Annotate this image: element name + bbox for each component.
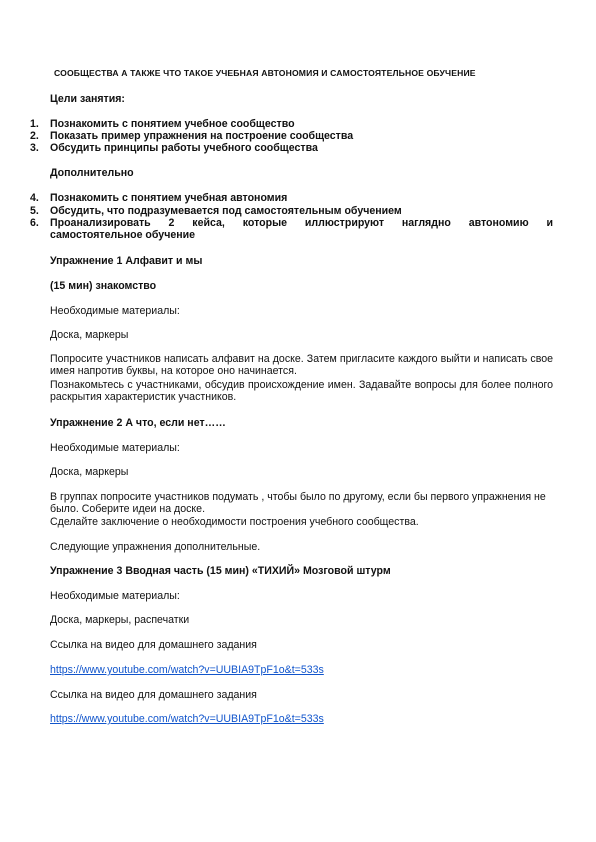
exercise-2-bullet-2: Сделайте заключение о необходимости построения учебного сообщества. <box>50 516 419 528</box>
exercise-1-subtitle: (15 мин) знакомство <box>50 280 157 292</box>
exercise-1-title: Упражнение 1 Алфавит и мы <box>50 255 203 267</box>
extra-number-4: 4. <box>30 192 39 204</box>
goal-number-3: 3. <box>30 142 39 154</box>
video-label-2: Ссылка на видео для домашнего задания <box>50 689 257 701</box>
exercise-1-bullet-2: Познакомьтесь с участниками, обсудив происхождение имен. Задавайте вопросы для более полного раскрытия характеристик участников. <box>50 379 553 403</box>
exercise-2-bullet-1: В группах попросите участников подумать , чтобы было по другому, если бы первого упражнения не было. Соберите идеи на доске. <box>50 491 546 515</box>
extra-item-6-word: наглядно <box>401 217 451 229</box>
extra-item-6-word: иллюстрируют <box>304 217 385 229</box>
extra-item-6-word: автономию <box>468 217 529 229</box>
extra-item-6-line <box>50 217 553 229</box>
video-label-1: Ссылка на видео для домашнего задания <box>50 639 257 651</box>
video-link-2[interactable]: https://www.youtube.com/watch?v=UUBIA9TpF1o&t=533s <box>50 713 324 725</box>
exercise-2-materials: Доска, маркеры <box>50 466 129 478</box>
extra-item-4: Познакомить с понятием учебная автономия <box>50 192 288 204</box>
exercise-1-materials-label: Необходимые материалы: <box>50 305 180 317</box>
extra-item-5: Обсудить, что подразумевается под самостоятельным обучением <box>50 205 402 217</box>
extra-item-6-word: 2 <box>168 217 175 229</box>
exercise-2-note: Следующие упражнения дополнительные. <box>50 541 261 553</box>
extra-heading: Дополнительно <box>50 167 134 179</box>
exercise-1-bullet-1: Попросите участников написать алфавит на доске. Затем пригласите каждого выйти и написать свое имея напротив буквы, на которое оно начинается. <box>50 353 553 377</box>
goal-item-1: Познакомить с понятием учебное сообщество <box>50 118 295 130</box>
exercise-3-materials: Доска, маркеры, распечатки <box>50 614 190 626</box>
video-link-1[interactable]: https://www.youtube.com/watch?v=UUBIA9TpF1o&t=533s <box>50 664 324 676</box>
goal-number-1: 1. <box>30 118 39 130</box>
extra-item-6-word: и <box>546 217 553 229</box>
extra-item-6-continuation: самостоятельное обучение <box>50 229 196 241</box>
exercise-2-title: Упражнение 2 А что, если нет…… <box>50 417 226 429</box>
goal-number-2: 2. <box>30 130 39 142</box>
exercise-3-title: Упражнение 3 Вводная часть (15 мин) «ТИХИЙ» Мозговой штурм <box>50 565 391 577</box>
goals-heading: Цели занятия: <box>50 93 125 105</box>
extra-number-5: 5. <box>30 205 39 217</box>
exercise-1-materials: Доска, маркеры <box>50 329 129 341</box>
exercise-2-materials-label: Необходимые материалы: <box>50 442 180 454</box>
extra-number-6: 6. <box>30 217 39 229</box>
goal-item-2: Показать пример упражнения на построение сообщества <box>50 130 354 142</box>
extra-item-6-word: Проанализировать <box>50 217 151 229</box>
extra-item-6-word: которые <box>242 217 288 229</box>
goal-item-3: Обсудить принципы работы учебного сообщества <box>50 142 318 154</box>
extra-item-6-word: кейса, <box>192 217 225 229</box>
document-title: СООБЩЕСТВА А ТАКЖЕ ЧТО ТАКОЕ УЧЕБНАЯ АВТОНОМИЯ И САМОСТОЯТЕЛЬНОЕ ОБУЧЕНИЕ <box>54 68 476 78</box>
exercise-3-materials-label: Необходимые материалы: <box>50 590 180 602</box>
